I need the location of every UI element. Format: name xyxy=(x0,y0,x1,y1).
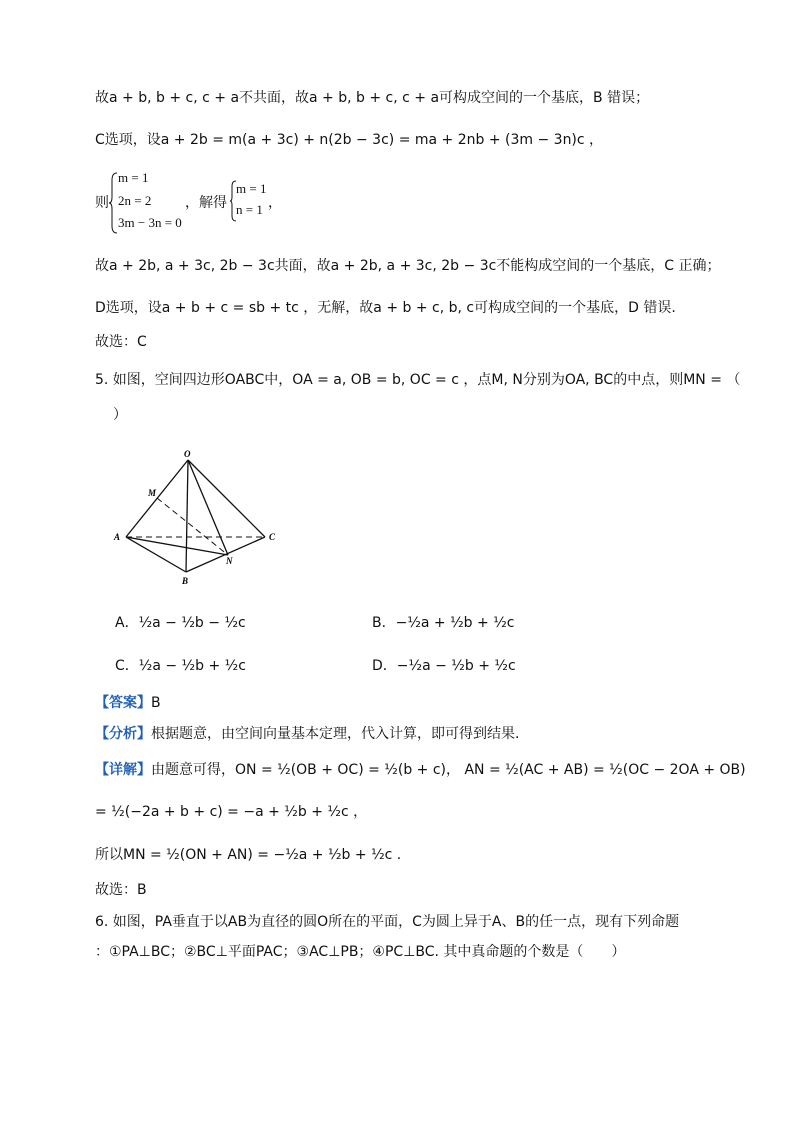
q5-option-a: A．½a − ½b − ½c xyxy=(115,615,246,631)
text-line-1: 故a + b, b + c, c + a不共面，故a + b, b + c, c + a可构成空间的一个基底，B 错误； xyxy=(95,90,650,106)
q5-detail-line2: = ½(−2a + b + c) = −a + ½b + ½c ， xyxy=(95,804,368,820)
system2-eq2: n = 1 xyxy=(236,202,263,217)
tetrahedron-figure xyxy=(110,448,290,588)
left-brace-icon xyxy=(108,172,118,234)
q5-detail-line3: 所以MN = ½(ON + AN) = −½a + ½b + ½c . xyxy=(95,847,402,863)
q5-option-c: C．½a − ½b + ½c xyxy=(115,658,246,674)
q5-stem-line1: 5. 如图，空间四边形OABC中，OA = a, OB = b, OC = c ，点M, N分别为OA, BC的中点，则MN = （ xyxy=(95,372,741,388)
label-O: O xyxy=(184,449,191,459)
detail-text-1: 由题意可得，ON = ½(OB + OC) = ½(b + c)， AN = ½(AC + AB) = ½(OC − 2OA + OB) xyxy=(151,762,746,778)
system-end: ， xyxy=(268,195,282,211)
q5-detail-line1 xyxy=(95,760,746,780)
answer-value: B xyxy=(151,695,161,711)
q6-stem-line2: ：①PA⊥BC；②BC⊥平面PAC；③AC⊥PB；④PC⊥BC. 其中真命题的个数是（ ） xyxy=(95,944,626,960)
q6-stem-line1: 6. 如图，PA垂直于以AB为直径的圆O所在的平面，C为圆上异于A、B的任一点，现有下列命题 xyxy=(95,914,680,930)
label-A: A xyxy=(114,532,121,542)
system1-eq1: m = 1 xyxy=(118,170,149,185)
q5-stem-line2: ） xyxy=(113,407,127,423)
system-prefix: 则 xyxy=(95,195,109,211)
label-B: B xyxy=(182,576,189,586)
analysis-text: 根据题意，由空间向量基本定理，代入计算，即可得到结果. xyxy=(151,726,520,742)
q5-choose: 故选：B xyxy=(95,882,147,898)
text-line-6: 故选：C xyxy=(95,334,147,350)
system1-eq3: 3m − 3n = 0 xyxy=(118,215,182,230)
system-mid: ，解得 xyxy=(185,195,227,211)
text-line-5: D选项，设a + b + c = sb + tc ，无解，故a + b + c, b, c可构成空间的一个基底，D 错误. xyxy=(95,300,676,316)
system2-eq1: m = 1 xyxy=(236,181,267,196)
q5-answer-line xyxy=(95,693,161,713)
answer-tag: 【答案】 xyxy=(95,695,151,711)
label-C: C xyxy=(269,532,276,542)
text-line-2: C选项，设a + 2b = m(a + 3c) + n(2b − 3c) = ma + 2nb + (3m − 3n)c ， xyxy=(95,132,604,148)
analysis-tag: 【分析】 xyxy=(95,726,151,742)
system1-eq2: 2n = 2 xyxy=(118,193,152,208)
q5-option-b: B．−½a + ½b + ½c xyxy=(372,615,515,631)
label-M: M xyxy=(148,488,157,498)
text-line-4: 故a + 2b, a + 3c, 2b − 3c共面，故a + 2b, a + 3c, 2b − 3c不能构成空间的一个基底，C 正确； xyxy=(95,258,721,274)
label-N: N xyxy=(226,556,233,566)
detail-tag: 【详解】 xyxy=(95,762,151,778)
q5-analysis-line xyxy=(95,724,519,744)
q5-option-d: D．−½a − ½b + ½c xyxy=(372,658,516,674)
